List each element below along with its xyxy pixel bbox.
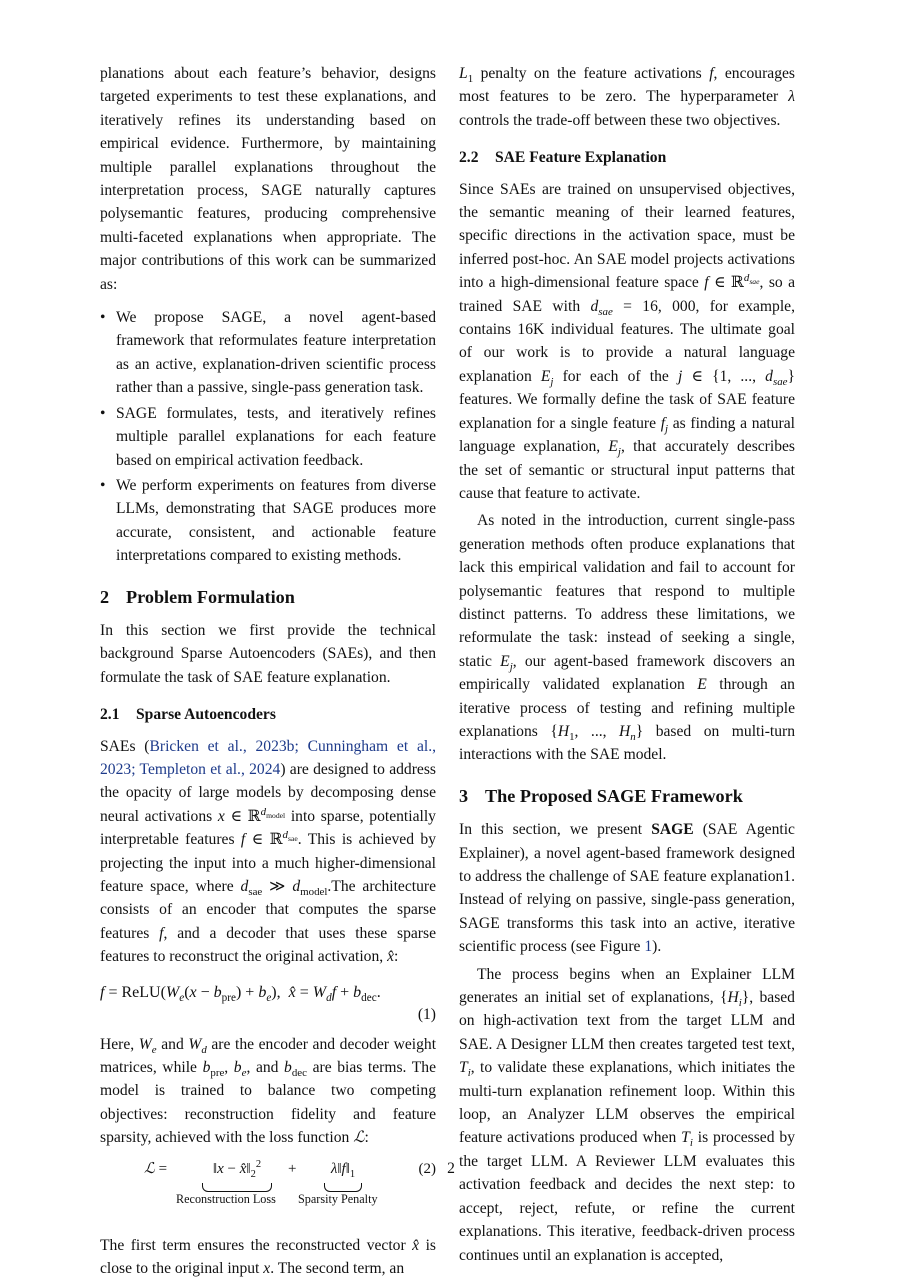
subsection-heading-2-1: 2.1 Sparse Autoencoders [100, 706, 276, 724]
figure-link[interactable]: 1 [644, 938, 653, 956]
equation-1: $f = ReLU(W_e(x - b_{pre}) + b_e)$, x̂ = $W_df + b_{dec}$. (1) [100, 979, 436, 1027]
equation-1-number: (1) [417, 1005, 436, 1023]
process-paragraph: The process begins when an Explainer LLM generates an initial set of explanations, $\{H_i\}$, based on high-activation text from the target LLM and SAE. A Designer LLM then creates targeted test text, $T_i$, to validate these explanations, which initiates the multi-turn explanation refinement loop. Within this loop, an Analyzer LLM observes the empirical feature activations produced when $T_i$ is processed by the target LLM. A Reviewer LLM evaluates this activation feedback and decides the next step: to accept, reject, refute, or refine the current explanations. This iterative, feedback-driven process continues until an explanation is accepted, [459, 965, 796, 1264]
weights-paragraph: Here, $W_e$ and $W_d$ are the encoder and decoder weight matrices, while $b_{pre}$, $b_e$, and $b_{dec}$ are bias terms. The model is trained to balance two competing objectives: reconstruction fidelity and feature sparsity, achieved with the loss function ℒ: [100, 1035, 437, 1147]
limitations-paragraph: As noted in the introduction, current single-pass generation methods often produce explanations that lack this empirical validation and fail to account for polysemantic features that respond to multiple distinct patterns. To address these limitations, we reformulate the task: instead of seeking a single, static $E_j$, our agent-based framework discovers an empirically validated explanation E through an iterative process of testing and refining multiple explanations {$H_1$, ..., $H_n$} based on multi-turn interactions with the SAE model. [459, 512, 796, 764]
intro-paragraph: planations about each feature’s behavior, designs targeted experiments to test these explanations, and iteratively refines its understanding based on empirical evidence. Furthermore, by maintaining multiple parallel explanations throughout the interpretation process, SAGE naturally captures polysemantic features, producing comprehensive multi-faceted explanations when appropriate. The major contributions of this work can be summarized as: [100, 65, 436, 293]
subsection-heading-2-2: 2.2 SAE Feature Explanation [459, 149, 667, 167]
bullet-icon: • [100, 404, 106, 422]
bullet-icon: • [100, 476, 106, 494]
reconstruction-loss-label: Reconstruction Loss [176, 1191, 276, 1206]
sparsity-penalty-label: Sparsity Penalty [298, 1191, 378, 1206]
citation-link[interactable]: Bricken et al., 2023b; Cunningham et al., 2023; Templeton et al., 2024 [100, 737, 436, 778]
section-heading-3: 3 The Proposed SAGE Framework [459, 785, 743, 806]
bullet-icon: • [100, 309, 106, 327]
right-column [459, 62, 795, 1267]
list-item: • We perform experiments on features from diverse LLMs, demonstrating that SAGE produces more accurate, consistent, and actionable feature interpretations compared to existing methods. [100, 474, 436, 568]
l1-paragraph: $L_1$ penalty on the feature activations f, encourages most features to be zero. The hyperparameter λ controls the trade-off between these two objectives. [459, 65, 796, 129]
section-heading-2: 2 Problem Formulation [100, 586, 295, 607]
saes-paragraph: SAEs (Bricken et al., 2023b; Cunningham et al., 2023; Templeton et al., 2024) are designed to address the opacity of large models by decomposing dense neural activations x ∈ ℝ$^{d_{model}}$ into sparse, potentially interpretable features f ∈ ℝ$^{d_{sae}}$. This is achieved by projecting the input into a much higher-dimensional feature space, where $d_{sae}$ ≫ $d_{model}.The$ architecture consists of an encoder that computes the sparse features f, and a decoder that uses these sparse features to reconstruct the original activation, x̂: [100, 737, 437, 966]
left-column [100, 62, 436, 1280]
equation-2-number: (2) [418, 1160, 436, 1177]
contributions-list [100, 306, 436, 567]
list-item: • We propose SAGE, a novel agent-based framework that reformulates feature interpretation as an active, explanation-driven scientific process rather than a passive, single-pass generation task. [100, 306, 436, 400]
page-number: 2 [447, 1160, 455, 1177]
first-term-paragraph: The first term ensures the reconstructed vector x̂ is close to the original input x. The second term, an [100, 1236, 436, 1278]
framework-paragraph: In this section, we present SAGE (SAE Agentic Explainer), a novel agent-based framework designed to address the challenge of SAE feature explanation1. Instead of relying on passive, single-pass generation, SAGE transforms this task into an active, iterative scientific process (see Figure 1). [459, 821, 795, 956]
section-2-paragraph: In this section we first provide the technical background Sparse Autoencoders (SAEs), and then formulate the task of SAE feature explanation. [100, 621, 436, 686]
feature-explanation-paragraph: Since SAEs are trained on unsupervised objectives, the semantic meaning of their learned features, specific directions in the activation space, must be inferred post-hoc. An SAE model projects activations into a high-dimensional feature space f ∈ ℝ$^{d_{sae}}$, so a trained SAE with $d_{sae} = 16$, 000, for example, contains 16K individual features. The ultimate goal of our work is to provide a natural language explanation $E_j$ for each of the j ∈ {1, ..., $d_{sae}$} features. We formally define the task of SAE feature explanation for a single feature $f_j$ as finding a natural language explanation, $E_j$, that accurately describes the set of semantic or structural input patterns that cause that feature to activate. [459, 180, 795, 502]
equation-2: ℒ = ‖x − $x̂‖_2^2$ + $\lambda‖f‖_1$ (2) Reconstruction Loss Sparsity Penalty [100, 1158, 436, 1222]
list-item: • SAGE formulates, tests, and iteratively refines multiple parallel explanations for each feature based on empirical activation feedback. [100, 402, 436, 472]
